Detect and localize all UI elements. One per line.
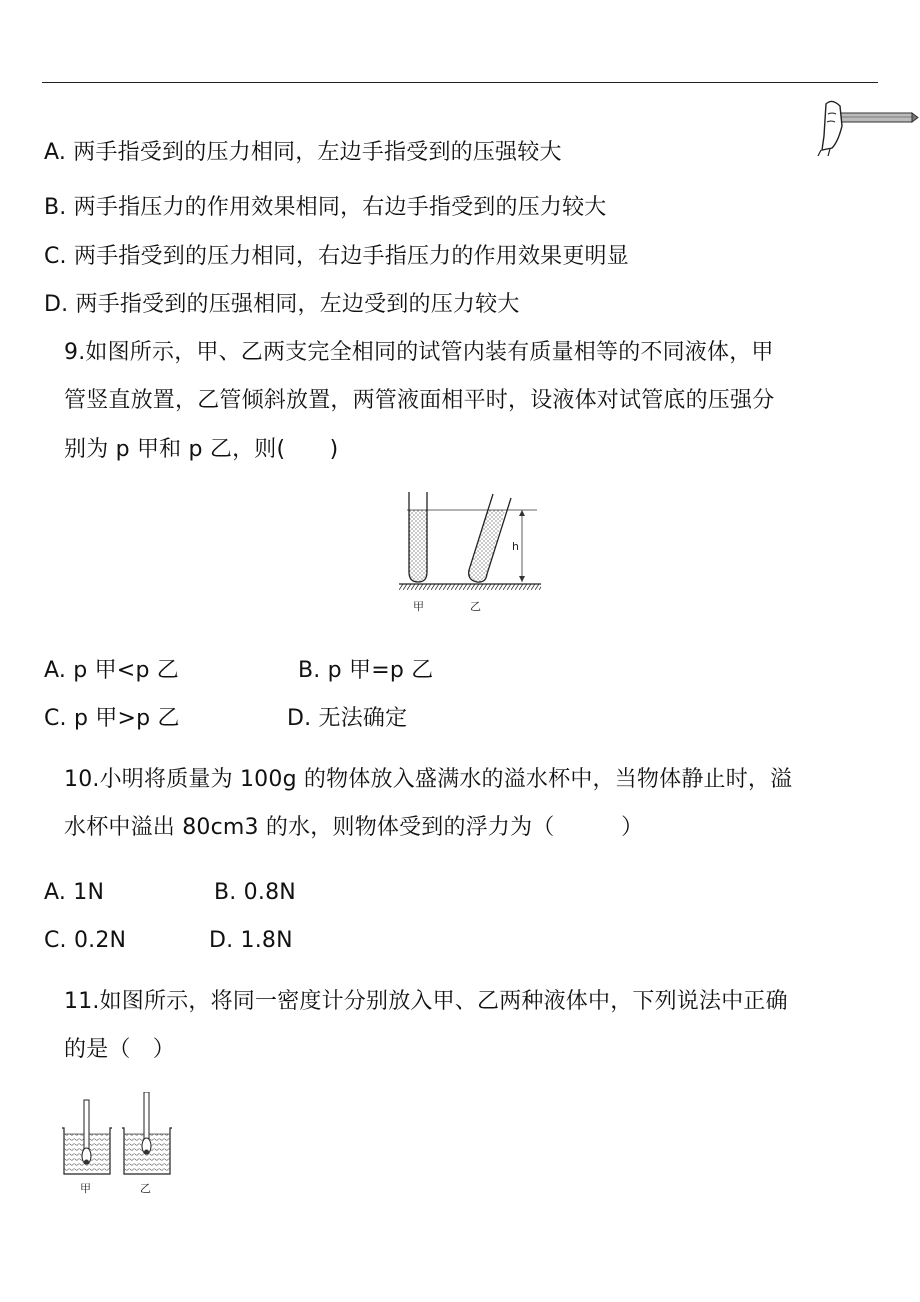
q11-hydrometer-figure xyxy=(58,1092,178,1196)
q10-option-d[interactable]: D. 1.8N xyxy=(209,928,293,953)
q10-option-b[interactable]: B. 0.8N xyxy=(214,880,296,905)
q9-option-c[interactable]: C. p 甲>p 乙 xyxy=(44,706,180,731)
q10-option-c[interactable]: C. 0.2N xyxy=(44,928,127,953)
pencil-finger-figure xyxy=(810,96,920,156)
q9-stem-line-1: 9.如图所示，甲、乙两支完全相同的试管内装有质量相等的不同液体，甲 xyxy=(64,340,774,365)
q9-stem-line-2: 管竖直放置，乙管倾斜放置，两管液面相平时，设液体对试管底的压强分 xyxy=(64,388,775,413)
q9-figure-label-jia: 甲 xyxy=(413,600,424,613)
q10-option-a[interactable]: A. 1N xyxy=(44,880,105,905)
q8-option-a[interactable]: A. 两手指受到的压力相同，左边手指受到的压强较大 xyxy=(44,140,562,165)
q9-option-b[interactable]: B. p 甲=p 乙 xyxy=(298,658,434,683)
q11-stem-line-1: 11.如图所示，将同一密度计分别放入甲、乙两种液体中，下列说法中正确 xyxy=(64,989,788,1014)
q9-option-a[interactable]: A. p 甲<p 乙 xyxy=(44,658,179,683)
q9-option-d[interactable]: D. 无法确定 xyxy=(287,706,408,731)
q9-figure-label-h: h xyxy=(512,540,519,553)
q9-stem-line-3: 别为 p 甲和 p 乙，则( ) xyxy=(64,437,339,462)
header-rule xyxy=(42,82,878,83)
q9-figure-label-yi: 乙 xyxy=(470,600,481,613)
q9-test-tubes-figure xyxy=(395,488,545,616)
q8-option-c[interactable]: C. 两手指受到的压力相同，右边手指压力的作用效果更明显 xyxy=(44,244,629,269)
q11-figure-label-jia: 甲 xyxy=(80,1182,91,1195)
q8-option-d[interactable]: D. 两手指受到的压强相同，左边受到的压力较大 xyxy=(44,292,520,317)
q11-stem-line-2: 的是（ ） xyxy=(64,1037,176,1062)
q11-figure-label-yi: 乙 xyxy=(140,1182,151,1195)
q8-option-b[interactable]: B. 两手指压力的作用效果相同，右边手指受到的压力较大 xyxy=(44,195,607,220)
q10-stem-line-1: 10.小明将质量为 100g 的物体放入盛满水的溢水杯中，当物体静止时，溢 xyxy=(64,767,793,792)
q10-stem-line-2: 水杯中溢出 80cm3 的水，则物体受到的浮力为（ ） xyxy=(64,815,644,840)
